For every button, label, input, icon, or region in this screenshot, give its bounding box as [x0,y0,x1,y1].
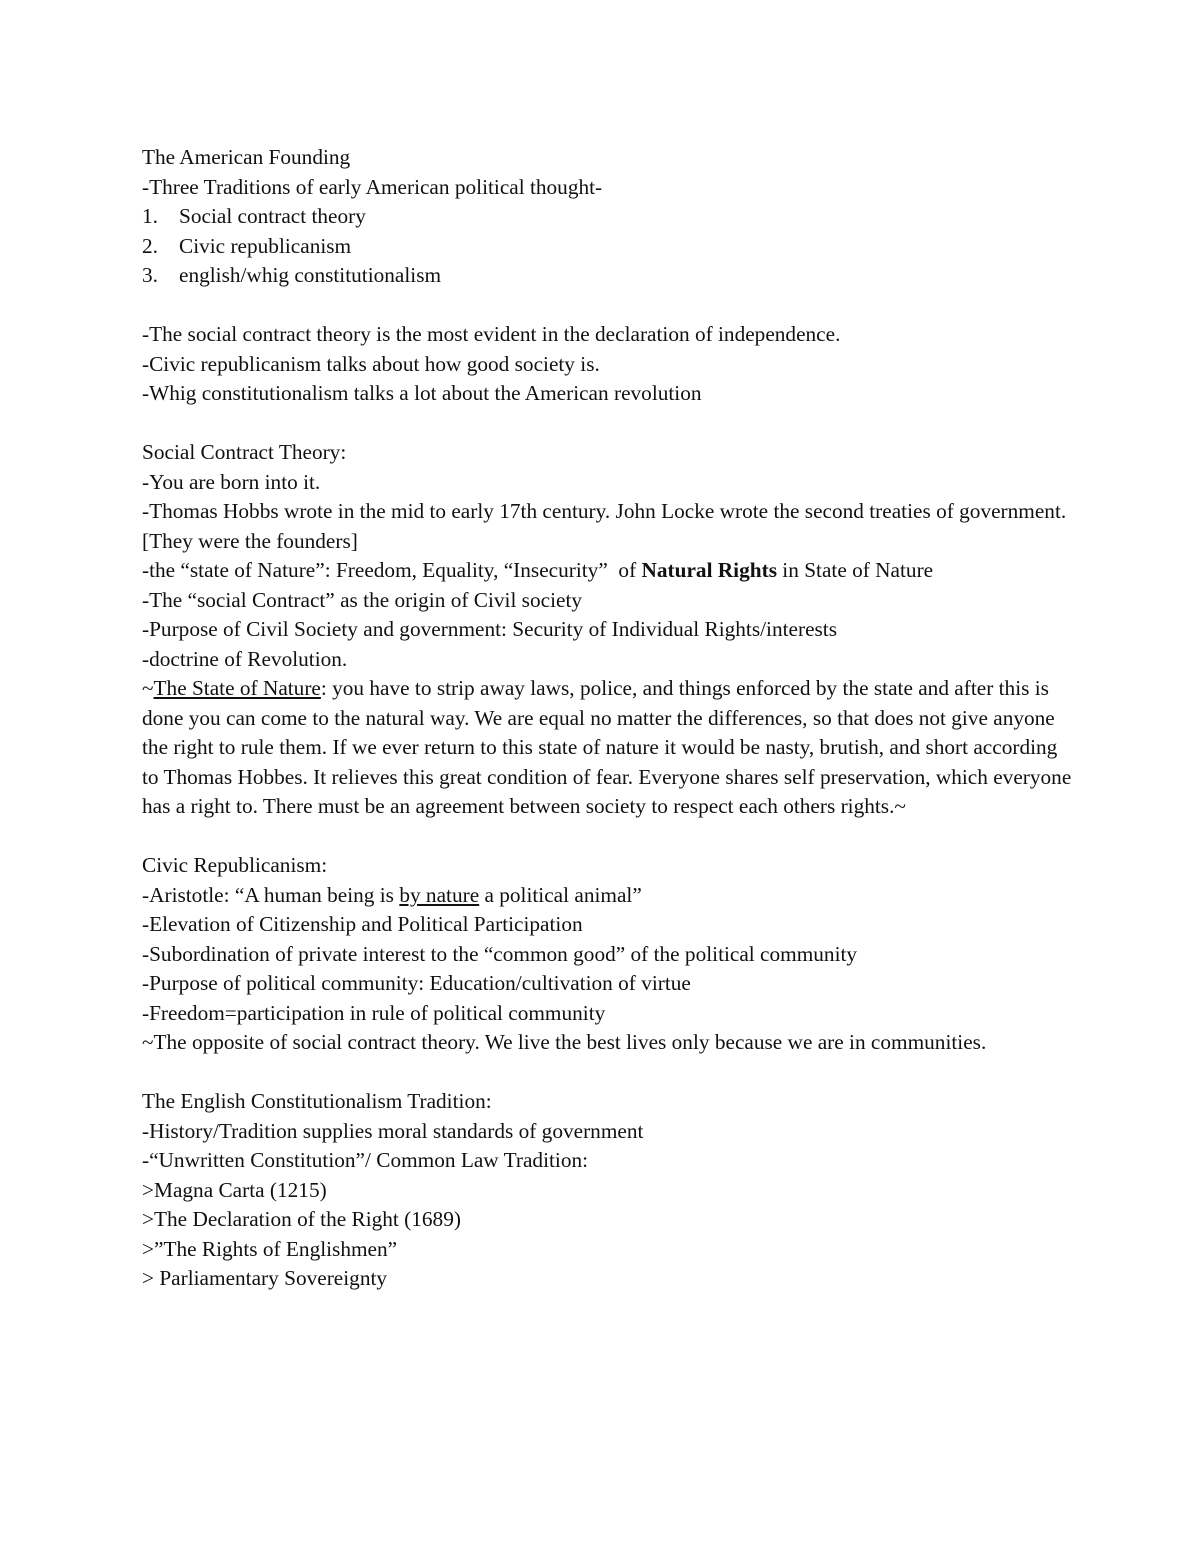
note-line: -Elevation of Citizenship and Political Participation [142,912,583,936]
note-text: in State of Nature [776,558,934,582]
list-number: 1. [142,204,158,228]
note-line [142,556,1072,586]
bold-term: Natural Rights [641,558,777,582]
note-line: -You are born into it. [142,469,321,494]
note-text: a political animal” [479,882,642,907]
list-text: english/whig constitutionalism [179,263,442,287]
spacer [142,409,1072,439]
note-line: -doctrine of Revolution. [142,646,348,671]
summary-line: -Whig constitutionalism talks a lot about the American revolution [142,381,702,405]
list-item: >Magna Carta (1215) [142,1177,327,1202]
list-number: 3. [142,263,158,287]
note-line: -“Unwritten Constitution”/ Common Law Tradition: [142,1148,589,1172]
note-line: -Purpose of political community: Education/cultivation of virtue [142,971,691,995]
section-heading-civic: Civic Republicanism: [142,853,328,877]
summary-line: -The social contract theory is the most evident in the declaration of independence. [142,322,841,346]
section-heading-social-contract: Social Contract Theory: [142,440,347,464]
list-text: Civic republicanism [179,233,352,258]
note-line: -History/Tradition supplies moral standards of government [142,1118,644,1143]
list-item [142,232,1072,262]
spacer [142,1058,1072,1088]
note-line [142,881,1072,911]
list-number: 2. [142,233,158,258]
spacer [142,822,1072,852]
note-text: -Aristotle: “A human being is [142,882,400,907]
list-item [142,202,1072,232]
note-line: -The “social Contract” as the origin of Civil society [142,587,583,612]
spacer [142,291,1072,321]
tilde: ~ [142,676,154,700]
document-page [142,143,1072,1294]
state-of-nature-paragraph [142,674,1072,822]
note-paragraph: ~The opposite of social contract theory. We live the best lives only because we are in communities. [142,1030,987,1054]
underlined-term: by nature [399,882,480,907]
note-text: -the “state of Nature”: Freedom, Equality, “Insecurity” of [142,558,642,582]
note-line: -Subordination of private interest to the “common good” of the political community [142,941,858,966]
underlined-term: The State of Nature [153,676,321,700]
note-line: -Freedom=participation in rule of political community [142,1000,606,1025]
list-item: >”The Rights of Englishmen” [142,1236,398,1261]
document-title: The American Founding [142,145,351,169]
section-heading-english: The English Constitutionalism Tradition: [142,1089,492,1113]
summary-line: -Civic republicanism talks about how good society is. [142,351,600,376]
note-paragraph: -Thomas Hobbs wrote in the mid to early 17th century. John Locke wrote the second treaties of government. [They were the founders] [142,499,1067,553]
note-line: -Purpose of Civil Society and government: Security of Individual Rights/interests [142,617,838,641]
list-item: > Parliamentary Sovereignty [142,1266,388,1290]
paragraph-text: : you have to strip away laws, police, and things enforced by the state and after this is done you can come to the natural way. We are equal no matter the differences, so that does not give anyone the right to rule them. If we ever return to this state of nature it would be nasty, brutish, and short according to Thomas Hobbes. It relieves this great condition of fear. Everyone shares self preservation, which everyone has a right to. There must be an agreement between society to respect each others rights.~ [142,676,1072,818]
list-item [142,261,1072,291]
list-item: >The Declaration of the Right (1689) [142,1207,461,1231]
list-text: Social contract theory [179,204,366,228]
document-subtitle: -Three Traditions of early American political thought- [142,174,603,199]
